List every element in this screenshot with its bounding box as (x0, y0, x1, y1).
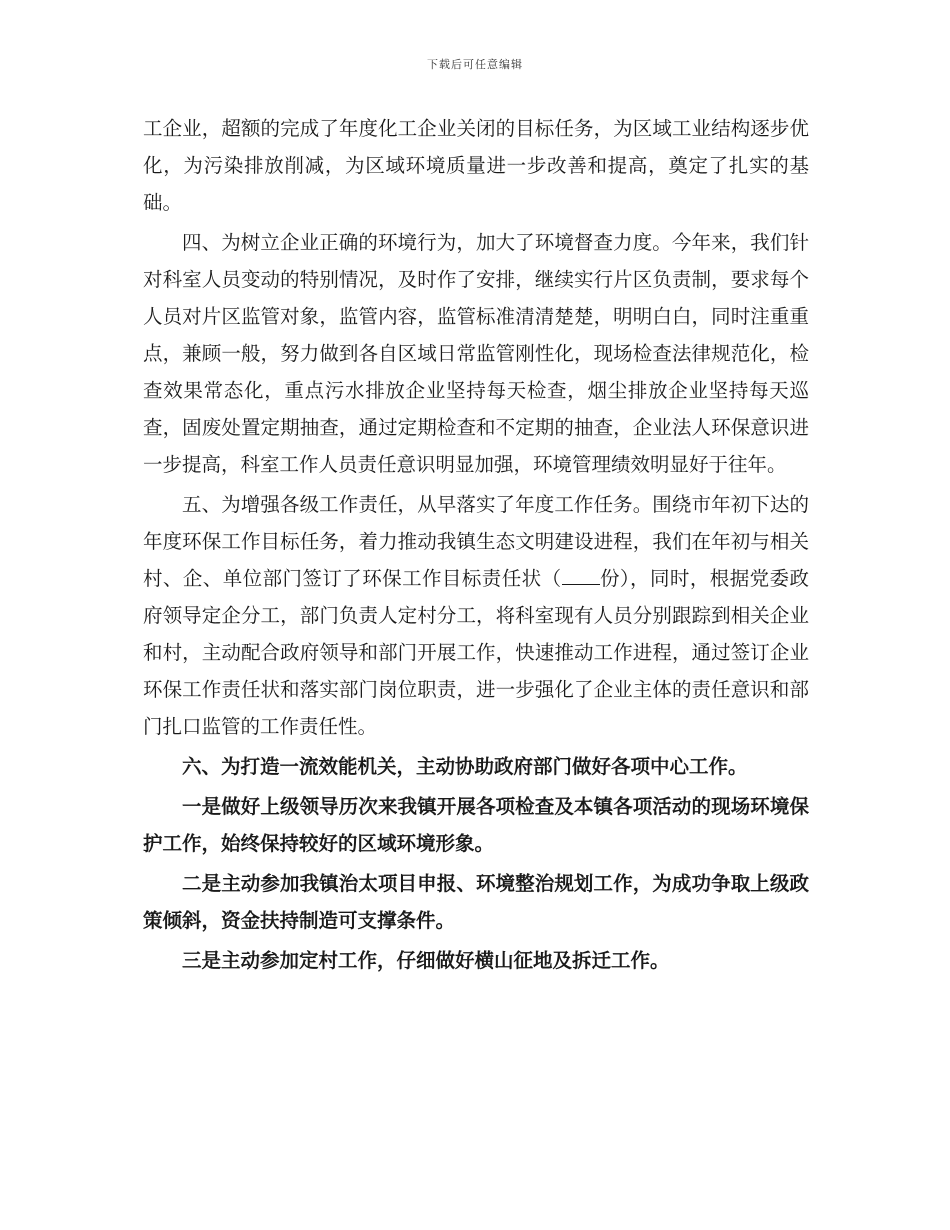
document-body (143, 110, 809, 979)
paragraph-item-three: 三是主动参加定村工作，仔细做好横山征地及拆迁工作。 (182, 949, 670, 972)
paragraph-section-four: 四、为树立企业正确的环境行为，加大了环境督查力度。今年来，我们针对科室人员变动的特别情况，及时作了安排，继续实行片区负责制，要求每个人员对片区监管对象，监管内容，监管标准清清楚楚，明明白白，同时注重重点，兼顾一般，努力做到各自区域日常监管刚性化，现场检查法律规范化，检查效果常态化，重点污水排放企业坚持每天检查，烟尘排放企业坚持每天巡查，固废处置定期抽查，通过定期检查和不定期的抽查，企业法人环保意识进一步提高，科室工作人员责任意识明显加强，环境管理绩效明显好于往年。 (143, 231, 809, 476)
paragraph-section-five-part2: 份），同时，根据党委政府领导定企分工，部门负责人定村分工，将科室现有人员分别跟踪到相关企业和村，主动配合政府领导和部门开展工作，快速推动工作进程，通过签订企业环保工作责任状和落实部门岗位职责，进一步强化了企业主体的责任意识和部门扎口监管的工作责任性。 (143, 567, 809, 738)
paragraph-section-six-heading: 六、为打造一流效能机关，主动协助政府部门做好各项中心工作。 (182, 755, 748, 778)
paragraph-item-two: 二是主动参加我镇治太项目申报、环境整治规划工作，为成功争取上级政策倾斜，资金扶持制造可支撑条件。 (143, 872, 809, 932)
paragraph-item-one: 一是做好上级领导历次来我镇开展各项检查及本镇各项活动的现场环境保护工作，始终保持较好的区域环境形象。 (143, 795, 809, 855)
page-header-note: 下载后可任意编辑 (427, 58, 523, 71)
fill-in-blank (562, 566, 600, 585)
paragraph-section-five (143, 486, 809, 745)
paragraph-continuation: 工企业，超额的完成了年度化工企业关闭的目标任务，为区域工业结构逐步优化，为污染排放削减，为区域环境质量进一步改善和提高，奠定了扎实的基础。 (143, 117, 809, 214)
paragraph-section-five-part1: 五、为增强各级工作责任，从早落实了年度工作任务。围绕市年初下达的年度环保工作目标任务，着力推动我镇生态文明建设进程，我们在年初与相关村、企、单位部门签订了环保工作目标责任状（ (143, 493, 809, 590)
